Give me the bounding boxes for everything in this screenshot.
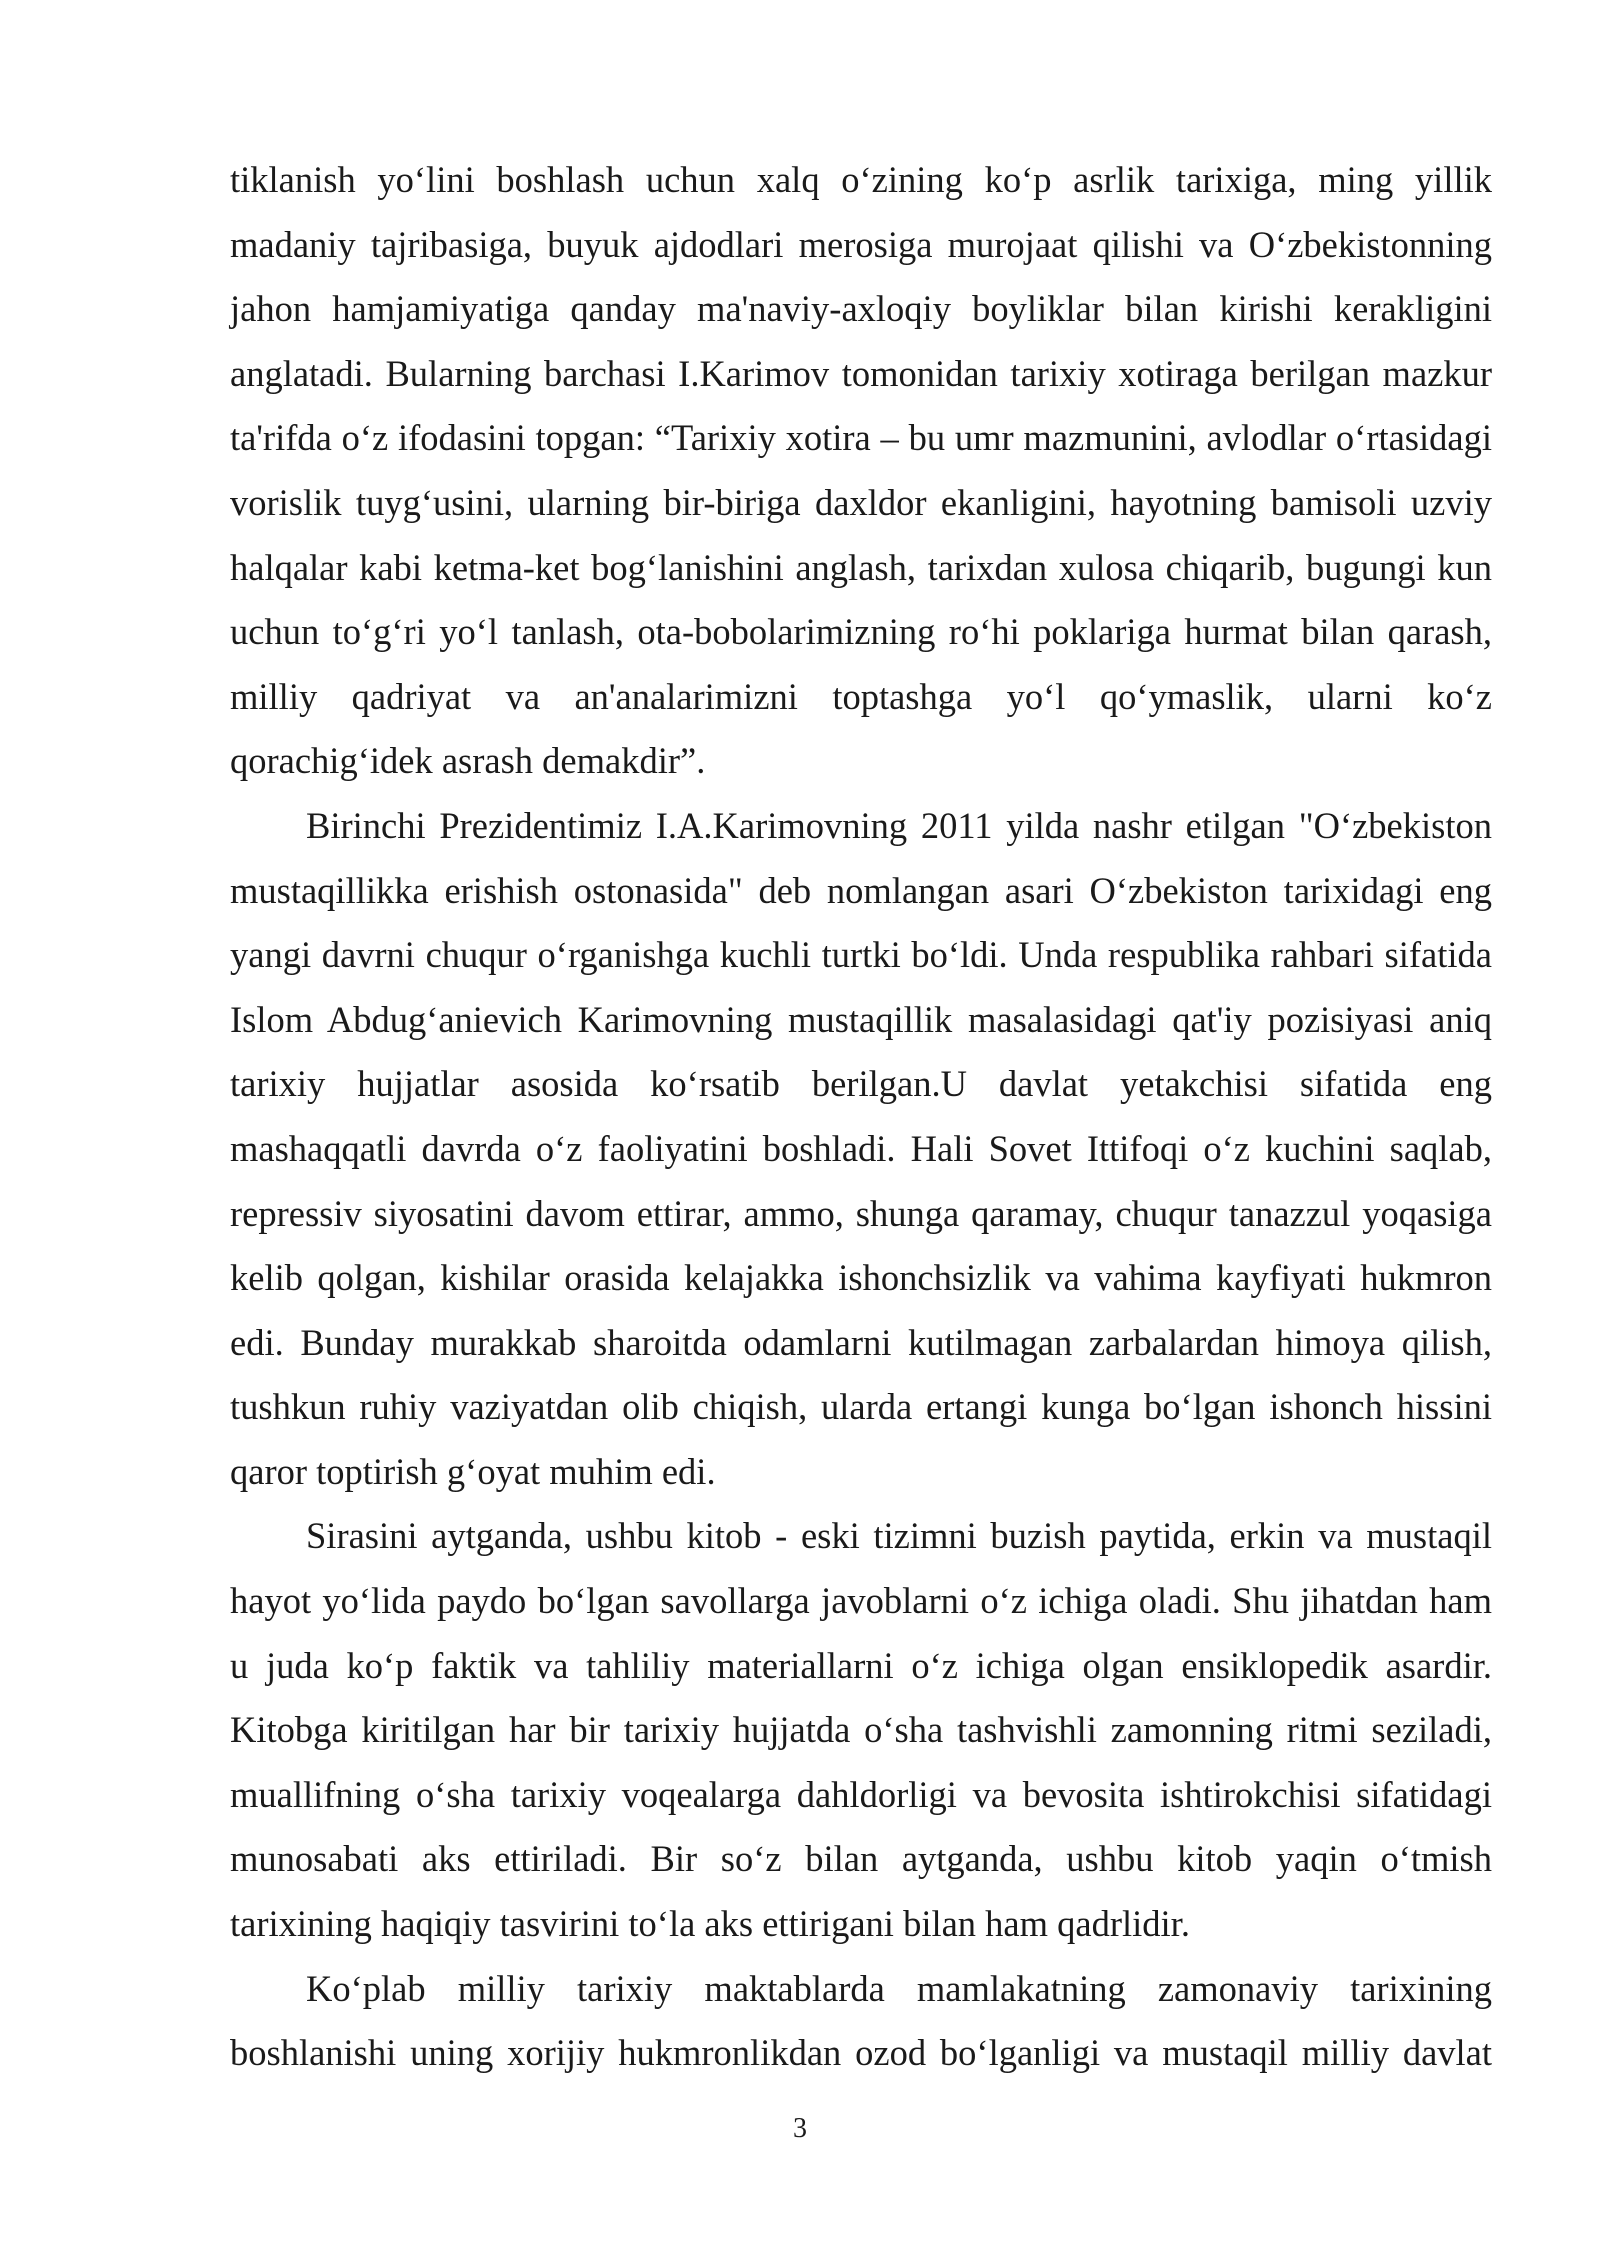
- document-body: [230, 148, 1492, 2086]
- paragraph-continuation: tiklanish yo‘lini boshlash uchun xalq o‘zining ko‘p asrlik tarixiga, ming yillik madaniy tajribasiga, buyuk ajdodlari merosiga murojaat qilishi va O‘zbekistonning jahon hamjamiyatiga qanday ma'naviy-axloqiy boyliklar bilan kirishi kerakligini anglatadi. Bularning barchasi I.Karimov tomonidan tarixiy xotiraga berilgan mazkur ta'rifda o‘z ifodasini topgan: “Tarixiy xotira – bu umr mazmunini, avlodlar o‘rtasidagi vorislik tuyg‘usini, ularning bir-biriga daxldor ekanligini, hayotning bamisoli uzviy halqalar kabi ketma-ket bog‘lanishini anglash, tarixdan xulosa chiqarib, bugungi kun uchun to‘g‘ri yo‘l tanlash, ota-bobolarimizning ro‘hi poklariga hurmat bilan qarash, milliy qadriyat va an'analarimizni toptashga yo‘l qo‘ymaslik, ularni ko‘z qorachig‘idek asrash demakdir”.: [230, 159, 1492, 782]
- paragraph-national-schools: Ko‘plab milliy tarixiy maktablarda mamlakatning zamonaviy tarixining boshlanishi uning xorijiy hukmronlikdan ozod bo‘lganligi va mustaqil milliy davlat: [230, 1967, 1492, 2074]
- paragraph-karimov-book: Birinchi Prezidentimiz I.A.Karimovning 2011 yilda nashr etilgan "O‘zbekiston mustaqillikka erishish ostonasida" deb nomlangan asari O‘zbekiston tarixidagi eng yangi davrni chuqur o‘rganishga kuchli turtki bo‘ldi. Unda respublika rahbari sifatida Islom Abdug‘anievich Karimovning mustaqillik masalasidagi qat'iy pozisiyasi aniq tarixiy hujjatlar asosida ko‘rsatib berilgan.U davlat yetakchisi sifatida eng mashaqqatli davrda o‘z faoliyatini boshladi. Hali Sovet Ittifoqi o‘z kuchini saqlab, repressiv siyosatini davom ettirar, ammo, shunga qaramay, chuqur tanazzul yoqasiga kelib qolgan, kishilar orasida kelajakka ishonchsizlik va vahima kayfiyati hukmron edi. Bunday murakkab sharoitda odamlarni kutilmagan zarbalardan himoya qilish, tushkun ruhiy vaziyatdan olib chiqish, ularda ertangi kunga bo‘lgan ishonch hissini qaror toptirish g‘oyat muhim edi.: [230, 804, 1492, 1492]
- paragraph-book-summary: Sirasini aytganda, ushbu kitob - eski tizimni buzish paytida, erkin va mustaqil hayot yo‘lida paydo bo‘lgan savollarga javoblarni o‘z ichiga oladi. Shu jihatdan ham u juda ko‘p faktik va tahliliy materiallarni o‘z ichiga olgan ensiklopedik asardir. Kitobga kiritilgan har bir tarixiy hujjatda o‘sha tashvishli zamonning ritmi seziladi, muallifning o‘sha tarixiy voqealarga dahldorligi va bevosita ishtirokchisi sifatidagi munosabati aks ettiriladi. Bir so‘z bilan aytganda, ushbu kitob yaqin o‘tmish tarixining haqiqiy tasvirini to‘la aks ettirigani bilan ham qadrlidir.: [230, 1515, 1492, 1945]
- page-number: 3: [793, 2113, 807, 2144]
